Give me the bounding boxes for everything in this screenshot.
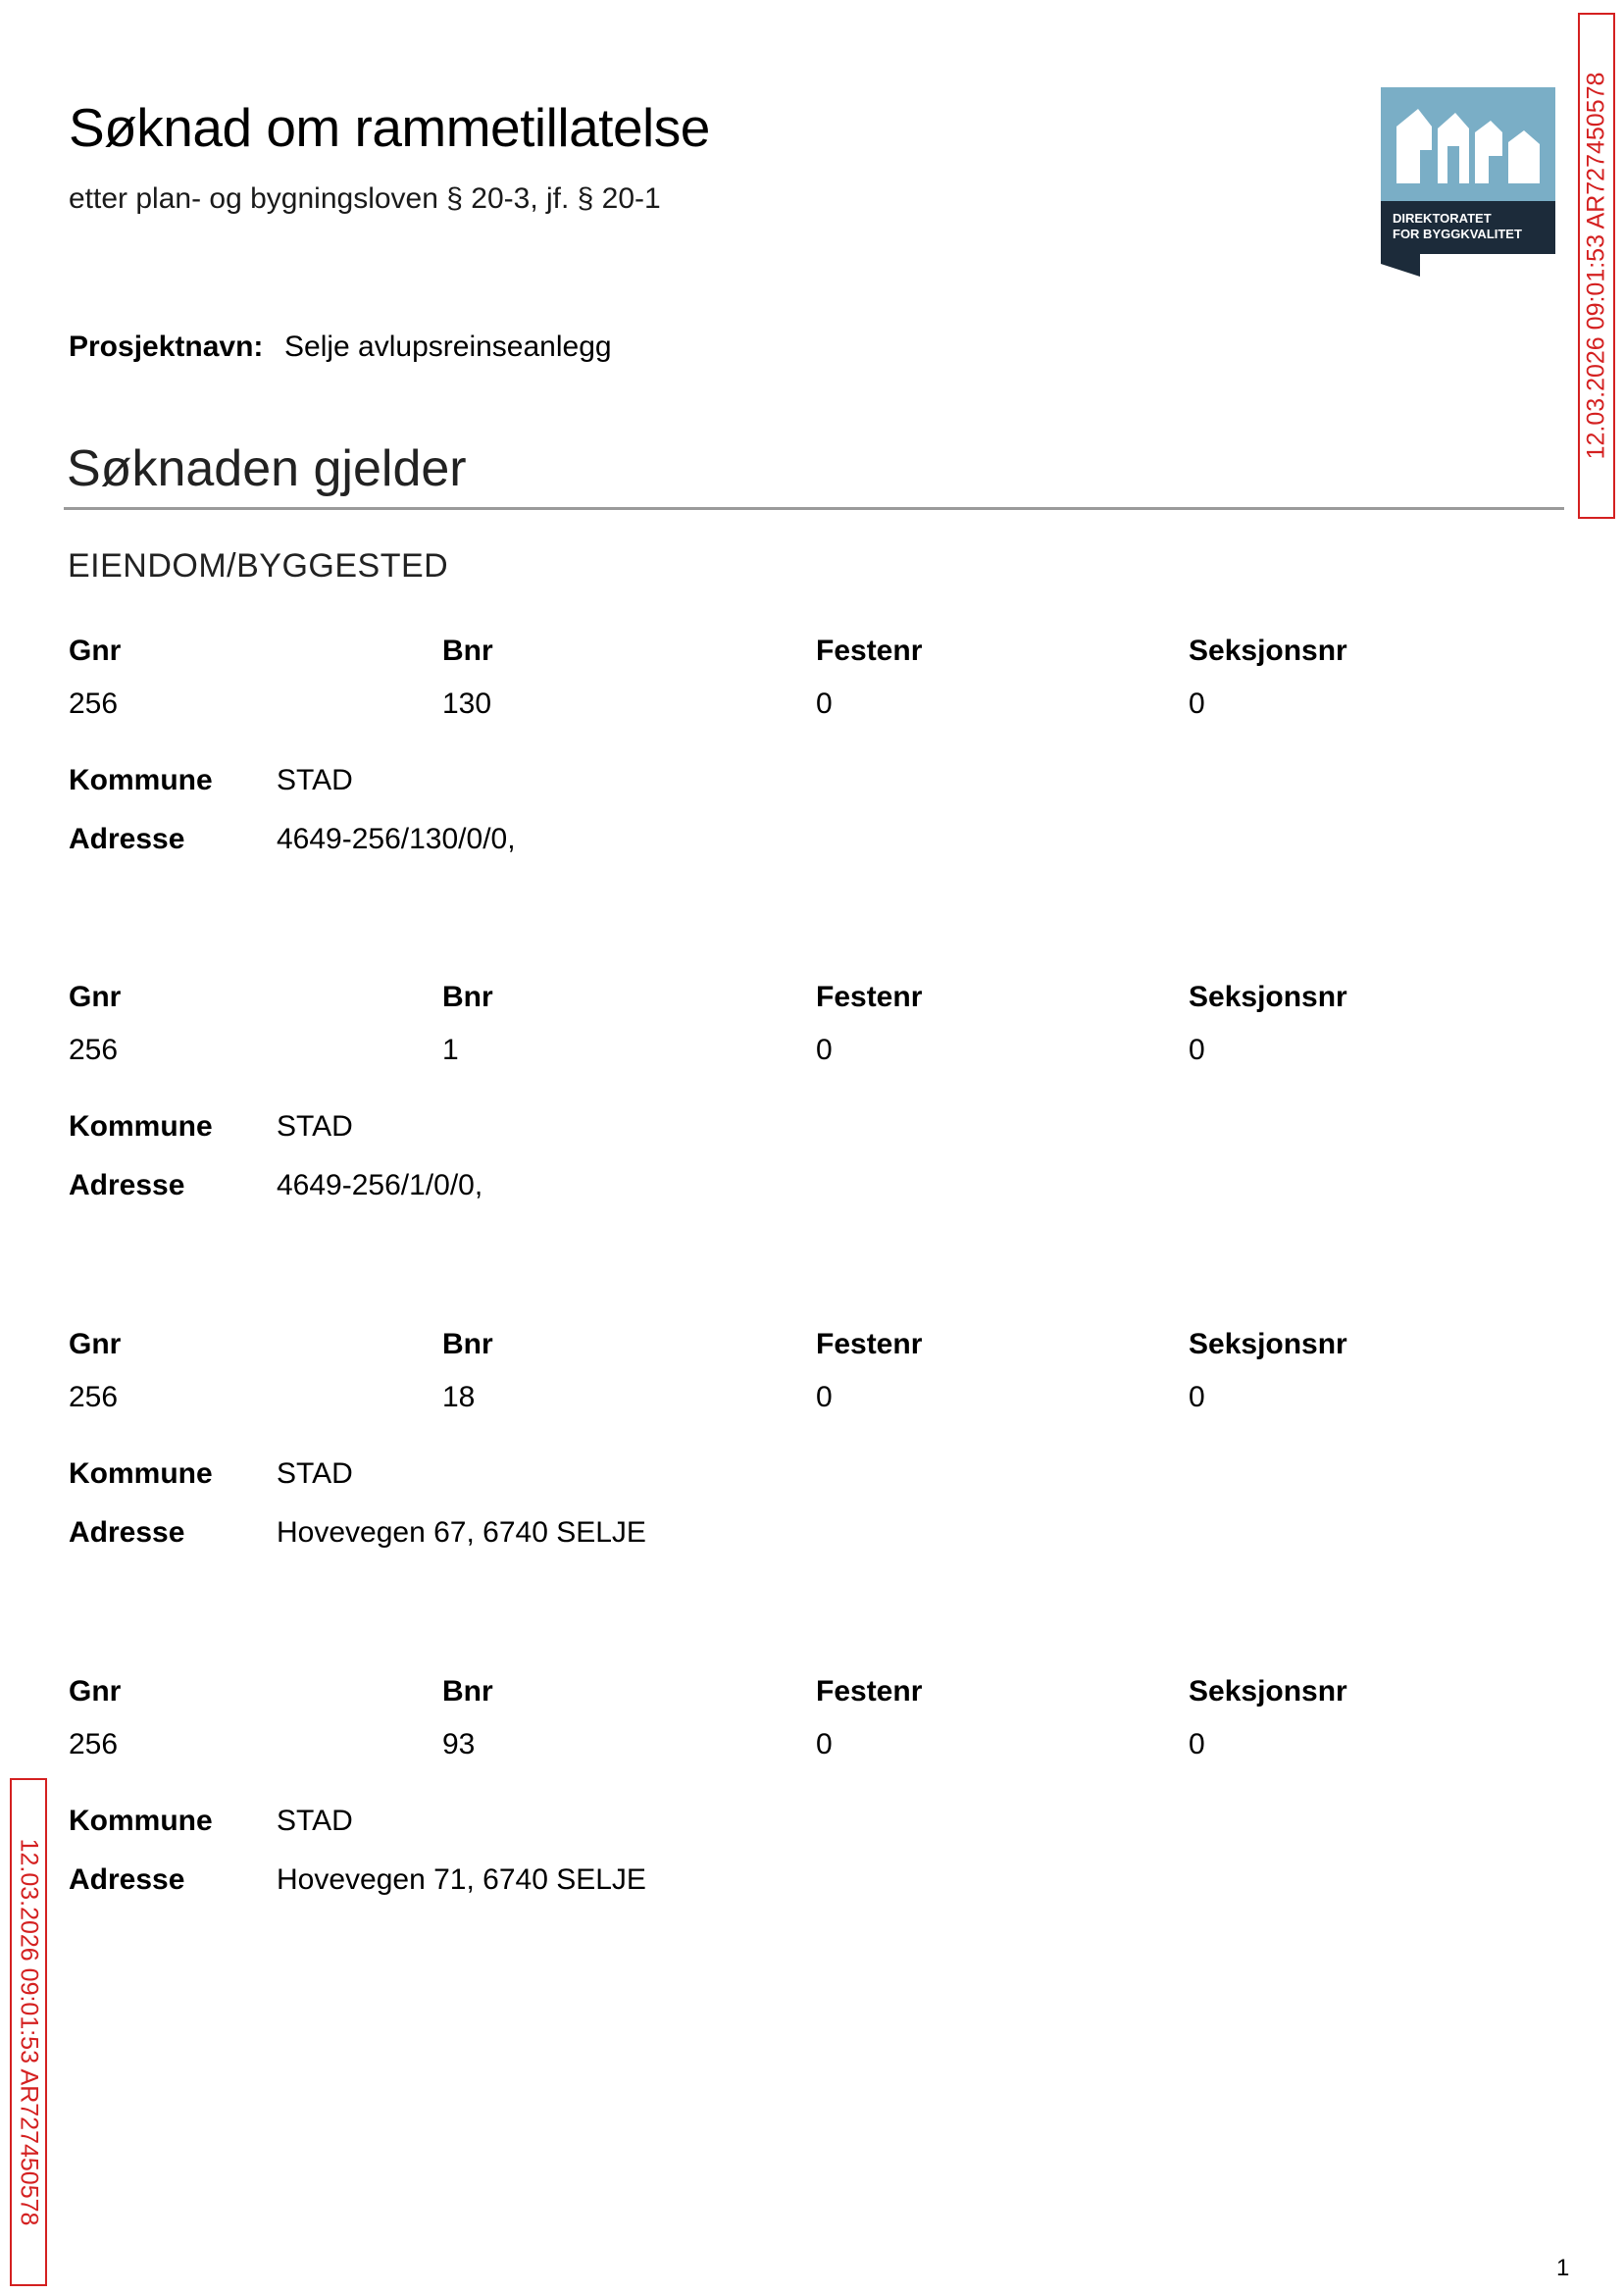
- project-name-value: Selje avlupsreinseanlegg: [284, 331, 612, 363]
- adresse-value: Hovevegen 67, 6740 SELJE: [277, 1516, 646, 1549]
- adresse-row: [69, 1169, 482, 1202]
- kommune-value: STAD: [277, 1805, 353, 1837]
- logo-text-line1: DIREKTORATET: [1393, 211, 1492, 226]
- festenr-label: Festenr: [816, 635, 923, 667]
- festenr-column: [816, 1675, 922, 1761]
- adresse-row: [69, 1863, 646, 1897]
- property-block: [69, 1675, 1491, 1960]
- kommune-row: [69, 1110, 353, 1144]
- bnr-value: 130: [442, 688, 492, 720]
- received-stamp-bottom: [10, 1778, 47, 2286]
- bnr-value: 93: [442, 1728, 476, 1760]
- seksjonsnr-value: 0: [1189, 1728, 1205, 1760]
- gnr-column: [69, 981, 121, 1067]
- gnr-column: [69, 635, 121, 721]
- festenr-column: [816, 1328, 922, 1414]
- bnr-column: [442, 635, 493, 721]
- gnr-label: Gnr: [69, 1675, 122, 1708]
- document-subtitle: etter plan- og bygningsloven § 20-3, jf. § 20-1: [69, 182, 661, 215]
- property-block: [69, 981, 1491, 1265]
- property-block: [69, 1328, 1491, 1612]
- festenr-label: Festenr: [816, 1675, 923, 1708]
- gnr-label: Gnr: [69, 1328, 122, 1360]
- festenr-value: 0: [816, 688, 833, 720]
- bnr-label: Bnr: [442, 981, 493, 1013]
- seksjonsnr-column: [1189, 981, 1347, 1067]
- property-block: [69, 635, 1491, 919]
- seksjonsnr-label: Seksjonsnr: [1189, 981, 1347, 1013]
- section-title: Søknaden gjelder: [67, 440, 467, 497]
- gnr-value: 256: [69, 1034, 119, 1066]
- adresse-label: Adresse: [69, 1516, 185, 1549]
- bnr-label: Bnr: [442, 1328, 493, 1360]
- seksjonsnr-label: Seksjonsnr: [1189, 1328, 1347, 1360]
- seksjonsnr-value: 0: [1189, 688, 1205, 720]
- kommune-value: STAD: [277, 1457, 353, 1490]
- section-divider: [64, 507, 1564, 510]
- received-stamp-top: [1578, 13, 1615, 519]
- gnr-label: Gnr: [69, 981, 122, 1013]
- bnr-value: 1: [442, 1034, 459, 1066]
- seksjonsnr-value: 0: [1189, 1381, 1205, 1413]
- bnr-column: [442, 1675, 493, 1761]
- adresse-value: 4649-256/130/0/0,: [277, 823, 516, 855]
- kommune-value: STAD: [277, 764, 353, 796]
- subsection-title: EIENDOM/BYGGESTED: [68, 547, 449, 585]
- kommune-row: [69, 764, 353, 797]
- seksjonsnr-column: [1189, 1328, 1347, 1414]
- kommune-row: [69, 1805, 353, 1838]
- adresse-row: [69, 1516, 646, 1550]
- adresse-label: Adresse: [69, 1169, 185, 1201]
- bnr-column: [442, 1328, 493, 1414]
- bnr-label: Bnr: [442, 1675, 493, 1708]
- stamp-text: 12.03.2026 09:01:53 AR727450578: [15, 1838, 43, 2226]
- document-title: Søknad om rammetillatelse: [69, 97, 710, 158]
- kommune-row: [69, 1457, 353, 1491]
- seksjonsnr-value: 0: [1189, 1034, 1205, 1066]
- festenr-value: 0: [816, 1034, 833, 1066]
- seksjonsnr-column: [1189, 635, 1347, 721]
- bnr-value: 18: [442, 1381, 476, 1413]
- project-name-label: Prosjektnavn:: [69, 331, 264, 363]
- stamp-text: 12.03.2026 09:01:53 AR727450578: [1582, 72, 1610, 460]
- festenr-value: 0: [816, 1728, 833, 1760]
- kommune-label: Kommune: [69, 1805, 213, 1837]
- adresse-row: [69, 823, 516, 856]
- festenr-label: Festenr: [816, 981, 923, 1013]
- gnr-column: [69, 1328, 121, 1414]
- bnr-column: [442, 981, 493, 1067]
- festenr-value: 0: [816, 1381, 833, 1413]
- adresse-value: 4649-256/1/0/0,: [277, 1169, 483, 1201]
- gnr-value: 256: [69, 1381, 119, 1413]
- gnr-value: 256: [69, 688, 119, 720]
- logo-text-line2: FOR BYGGKVALITET: [1393, 227, 1522, 241]
- seksjonsnr-column: [1189, 1675, 1347, 1761]
- kommune-label: Kommune: [69, 1457, 213, 1490]
- page-number: 1: [1556, 2255, 1570, 2281]
- seksjonsnr-label: Seksjonsnr: [1189, 635, 1347, 667]
- seksjonsnr-label: Seksjonsnr: [1189, 1675, 1347, 1708]
- kommune-label: Kommune: [69, 1110, 213, 1143]
- dibk-logo: [1381, 87, 1555, 277]
- gnr-label: Gnr: [69, 635, 122, 667]
- gnr-column: [69, 1675, 121, 1761]
- festenr-column: [816, 981, 922, 1067]
- adresse-label: Adresse: [69, 1863, 185, 1896]
- festenr-label: Festenr: [816, 1328, 923, 1360]
- project-name-row: [69, 331, 612, 364]
- kommune-value: STAD: [277, 1110, 353, 1143]
- adresse-label: Adresse: [69, 823, 185, 855]
- gnr-value: 256: [69, 1728, 119, 1760]
- bnr-label: Bnr: [442, 635, 493, 667]
- kommune-label: Kommune: [69, 764, 213, 796]
- adresse-value: Hovevegen 71, 6740 SELJE: [277, 1863, 646, 1896]
- festenr-column: [816, 635, 922, 721]
